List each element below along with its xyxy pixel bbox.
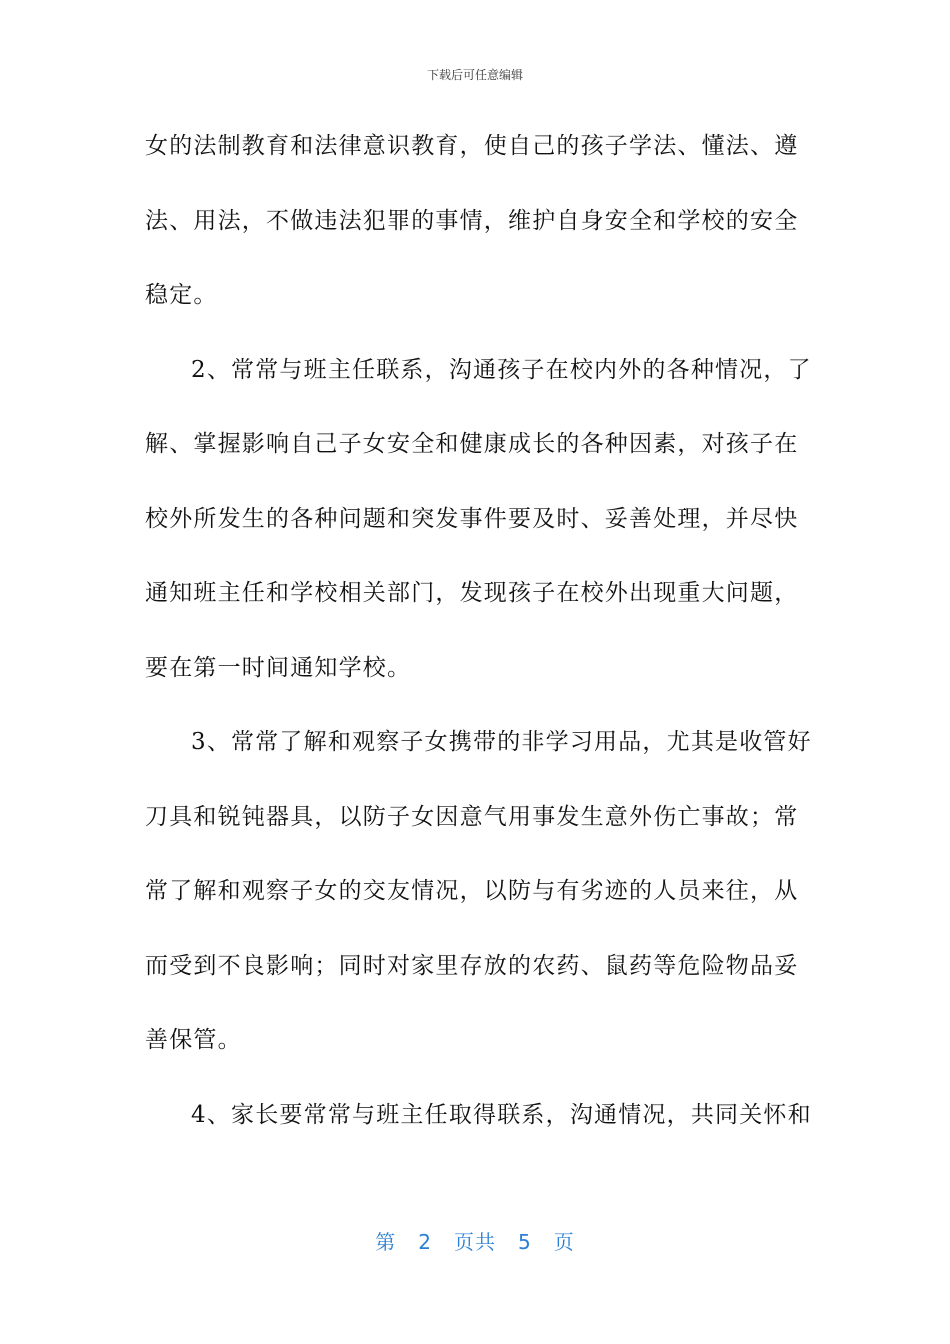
text-line: 解、掌握影响自己子女安全和健康成长的各种因素，对孩子在 (145, 431, 799, 457)
paragraph-2-start: 2、常常与班主任联系，沟通孩子在校内外的各种情况，了 (191, 356, 812, 383)
text-line: 稳定。 (145, 282, 218, 308)
footer-page-suffix: 页 (553, 1230, 575, 1254)
text-line: 而受到不良影响；同时对家里存放的农药、鼠药等危险物品妥 (145, 952, 799, 979)
paragraph-3-start: 3、常常了解和观察子女携带的非学习用品，尤其是收管好 (191, 729, 812, 755)
page-header: 下载后可任意编辑 (426, 68, 523, 82)
text-line: 刀具和锐钝器具，以防子女因意气用事发生意外伤亡事故；常 (145, 803, 799, 830)
footer-page-number: 2 (418, 1230, 432, 1254)
text-line: 女的法制教育和法律意识教育，使自己的孩子学法、懂法、遵 (145, 133, 799, 159)
text-line: 常了解和观察子女的交友情况，以防与有劣迹的人员来往，从 (145, 878, 799, 904)
document-body (145, 124, 810, 1167)
page-footer (0, 1226, 950, 1255)
footer-page-prefix: 第 (375, 1230, 397, 1254)
footer-page-middle: 页共 (454, 1230, 496, 1254)
text-line: 要在第一时间通知学校。 (145, 654, 412, 681)
text-line: 校外所发生的各种问题和突发事件要及时、妥善处理，并尽快 (145, 505, 799, 532)
text-line: 通知班主任和学校相关部门，发现孩子在校外出现重大问题， (145, 580, 799, 606)
footer-total-pages: 5 (518, 1230, 532, 1254)
paragraph-4-start: 4、家长要常常与班主任取得联系，沟通情况，共同关怀和 (191, 1101, 812, 1128)
text-line: 善保管。 (145, 1027, 242, 1053)
text-line: 法、用法，不做违法犯罪的事情，维护自身安全和学校的安全 (145, 207, 799, 234)
